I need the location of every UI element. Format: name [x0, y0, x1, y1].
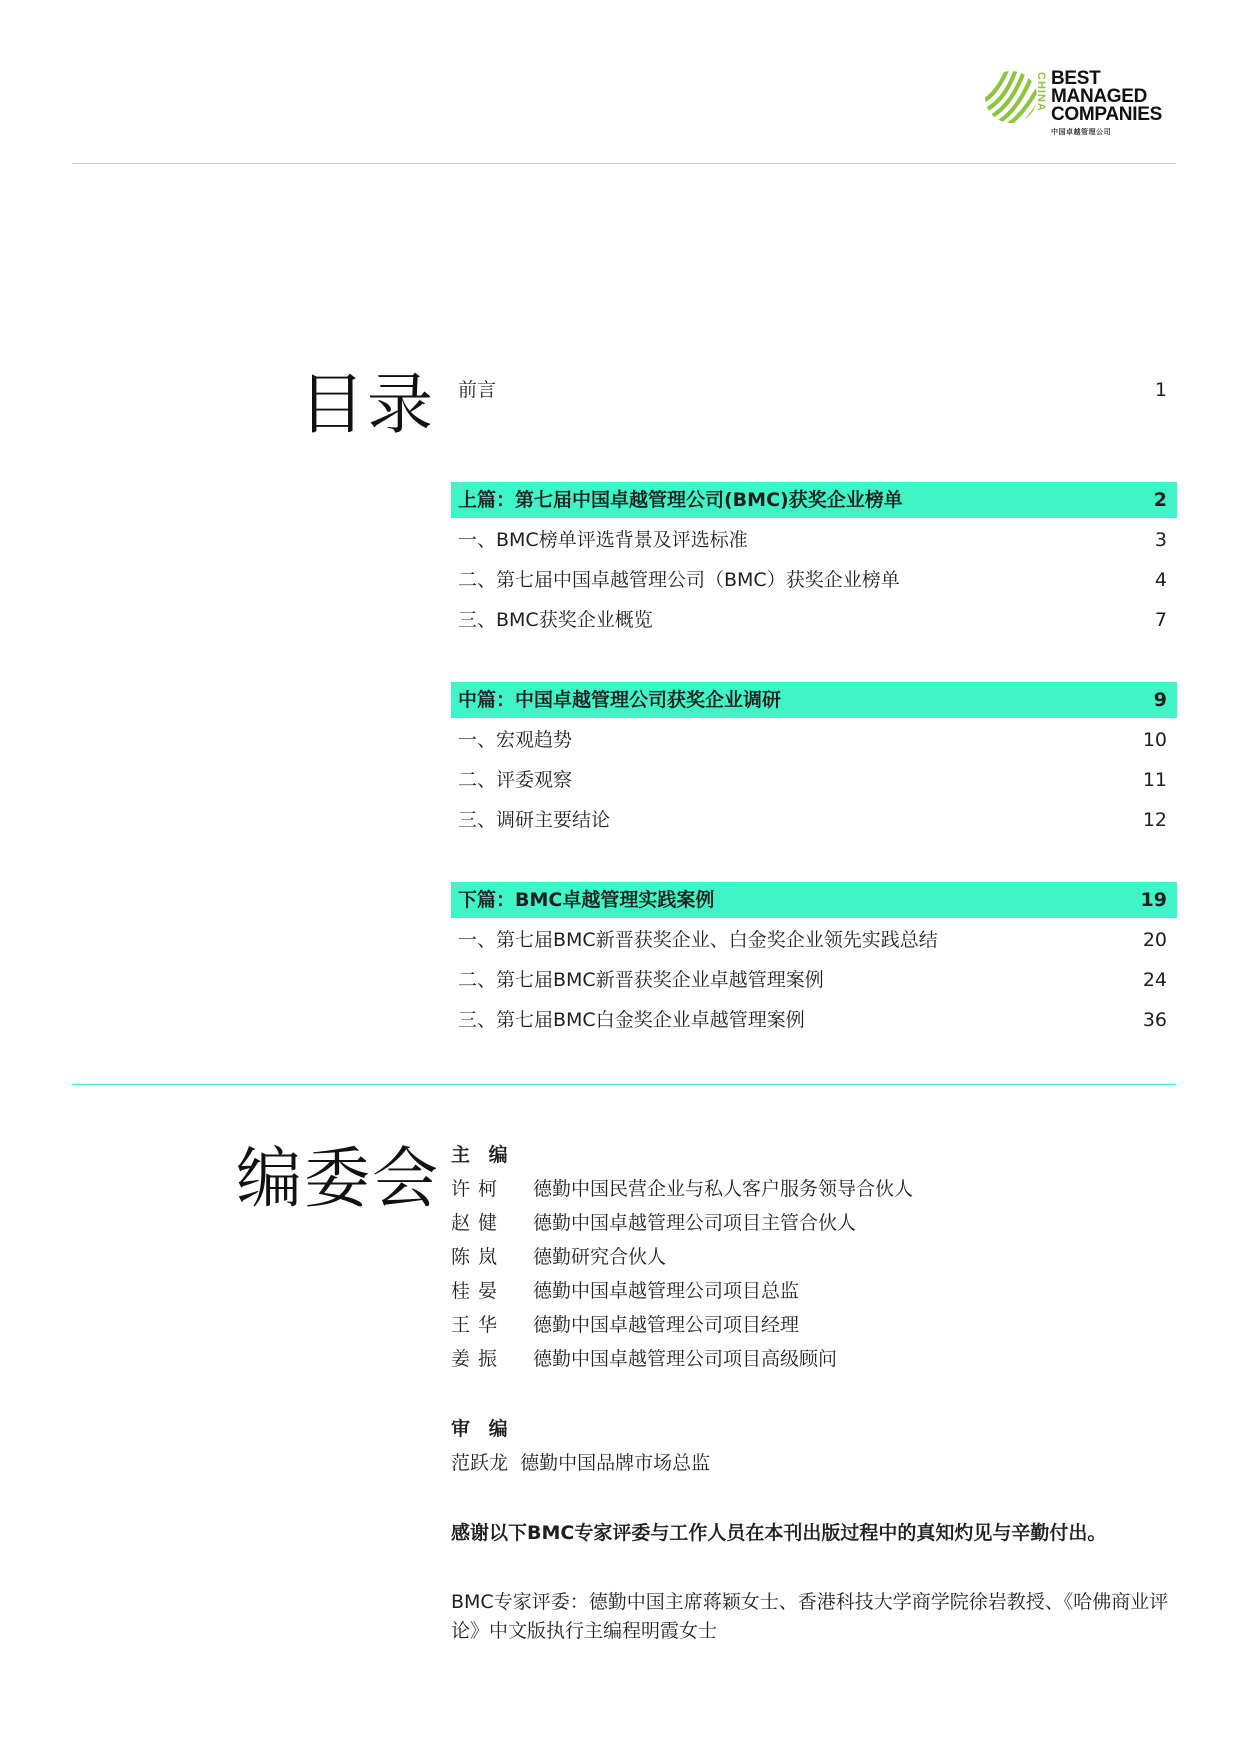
toc-entry[interactable]: [451, 800, 1177, 840]
toc-entry-page: 12: [1142, 809, 1167, 831]
member-role: 德勤中国民营企业与私人客户服务领导合伙人: [533, 1178, 914, 1200]
member-name: 姜振: [451, 1348, 506, 1370]
toc-entry[interactable]: [451, 960, 1177, 1000]
toc-section-page: 9: [1153, 689, 1167, 711]
member-row: [451, 1274, 1181, 1308]
member-role: 德勤中国卓越管理公司项目经理: [533, 1314, 800, 1336]
member-name: 桂晏: [451, 1280, 506, 1302]
member-name: 陈岚: [451, 1246, 506, 1268]
toc-heading: 目录: [299, 366, 435, 443]
member-name: 王华: [451, 1314, 506, 1336]
reviewer-name: 范跃龙: [451, 1452, 509, 1474]
member-role: 德勤中国卓越管理公司项目主管合伙人: [533, 1212, 857, 1234]
toc-entry-title: 前言: [458, 379, 497, 401]
member-row: [451, 1206, 1181, 1240]
toc-entry-page: 7: [1154, 609, 1167, 631]
member-name: 许柯: [451, 1178, 506, 1200]
member-row: [451, 1342, 1181, 1376]
member-role: 德勤研究合伙人: [533, 1246, 667, 1268]
toc-entry[interactable]: [451, 600, 1177, 640]
editorial-board: [451, 1138, 1181, 1646]
logo-line: COMPANIES: [1051, 104, 1162, 125]
member-role: 德勤中国卓越管理公司项目高级顾问: [533, 1348, 838, 1370]
toc-entry-preface[interactable]: [451, 370, 1177, 410]
member-row: [451, 1240, 1181, 1274]
toc-entry[interactable]: [451, 560, 1177, 600]
toc-section-page: 19: [1140, 889, 1167, 911]
logo-china-text: CHINA: [1035, 72, 1047, 112]
toc-entry[interactable]: [451, 760, 1177, 800]
chief-editors-label: 主 编: [451, 1144, 514, 1166]
toc-section-part3[interactable]: [451, 882, 1177, 918]
toc-entry-title: 二、第七届BMC新晋获奖企业卓越管理案例: [458, 969, 824, 991]
toc-entry-page: 4: [1154, 569, 1167, 591]
member-role: 德勤中国卓越管理公司项目总监: [533, 1280, 800, 1302]
logo-wordmark: [1051, 70, 1162, 124]
section-divider: [72, 1084, 1176, 1085]
thanks-note: 感谢以下BMC专家评委与工作人员在本刊出版过程中的真知灼见与辛勤付出。: [451, 1522, 1107, 1544]
toc-entry-title: 一、宏观趋势: [458, 729, 573, 751]
member-row: [451, 1172, 1181, 1206]
reviewer-row: [451, 1446, 1181, 1480]
toc-entry[interactable]: [451, 920, 1177, 960]
toc-entry-page: 24: [1142, 969, 1167, 991]
logo-line: MANAGED: [1051, 86, 1148, 107]
top-divider: [72, 163, 1176, 164]
toc-entry-title: 三、调研主要结论: [458, 809, 611, 831]
toc-entry-page: 1: [1154, 379, 1167, 401]
toc-entry[interactable]: [451, 520, 1177, 560]
toc-entry[interactable]: [451, 1000, 1177, 1040]
toc-section-title: 中篇：中国卓越管理公司获奖企业调研: [458, 689, 782, 711]
toc-entry-title: 一、第七届BMC新晋获奖企业、白金奖企业领先实践总结: [458, 929, 938, 951]
toc-entry-title: 三、第七届BMC白金奖企业卓越管理案例: [458, 1009, 805, 1031]
toc-section-part1[interactable]: [451, 482, 1177, 518]
member-name: 赵健: [451, 1212, 506, 1234]
toc-entry-page: 36: [1142, 1009, 1167, 1031]
member-row: [451, 1308, 1181, 1342]
toc-entry-page: 11: [1142, 769, 1167, 791]
board-heading: 编委会: [236, 1140, 440, 1217]
review-editor-label: 审 编: [451, 1418, 514, 1440]
bmc-logo: [985, 68, 1185, 148]
toc-section-title: 下篇：BMC卓越管理实践案例: [458, 889, 715, 911]
toc-section-page: 2: [1153, 489, 1167, 511]
toc-entry-page: 10: [1142, 729, 1167, 751]
toc-entry[interactable]: [451, 720, 1177, 760]
expert-panel-note: BMC专家评委：德勤中国主席蒋颖女士、香港科技大学商学院徐岩教授、《哈佛商业评论》中文版执行主编程明霞女士: [451, 1591, 1169, 1642]
toc-section-part2[interactable]: [451, 682, 1177, 718]
globe-stripes-icon: [985, 68, 1037, 126]
toc-section-title: 上篇：第七届中国卓越管理公司(BMC)获奖企业榜单: [458, 489, 903, 511]
table-of-contents: [451, 370, 1177, 1040]
toc-entry-title: 三、BMC获奖企业概览: [458, 609, 653, 631]
reviewer-role: 德勤中国品牌市场总监: [520, 1452, 711, 1474]
toc-entry-title: 一、BMC榜单评选背景及评选标准: [458, 529, 748, 551]
toc-entry-page: 3: [1154, 529, 1167, 551]
logo-subtitle: 中国卓越管理公司: [1051, 128, 1111, 136]
logo-line: BEST: [1051, 68, 1101, 89]
toc-entry-title: 二、第七届中国卓越管理公司（BMC）获奖企业榜单: [458, 569, 900, 591]
toc-entry-page: 20: [1142, 929, 1167, 951]
toc-entry-title: 二、评委观察: [458, 769, 573, 791]
